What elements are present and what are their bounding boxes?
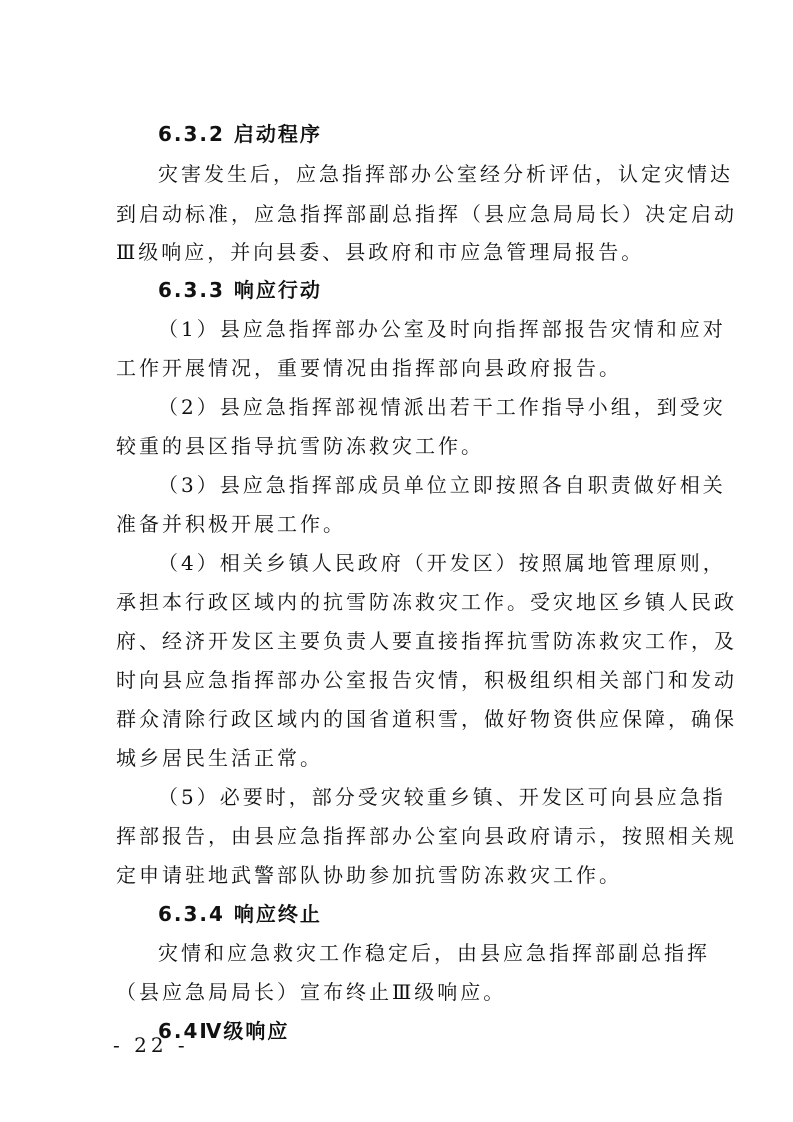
paragraph-line: 时向县应急指挥部办公室报告灾情，积极组织相关部门和发动 bbox=[116, 668, 737, 692]
paragraph-line: （4）相关乡镇人民政府（开发区）按照属地管理原则， bbox=[158, 551, 726, 575]
paragraph-line: 城乡居民生活正常。 bbox=[116, 746, 323, 770]
paragraph-line: 定申请驻地武警部队协助参加抗雪防冻救灾工作。 bbox=[116, 863, 622, 887]
page-number: - 22 - bbox=[113, 1033, 189, 1057]
paragraph-line: （1）县应急指挥部办公室及时向指挥部报告灾情和应对 bbox=[158, 317, 726, 341]
paragraph-line: 府、经济开发区主要负责人要直接指挥抗雪防冻救灾工作，及 bbox=[116, 629, 737, 653]
paragraph-line: （县应急局局长）宣布终止Ⅲ级响应。 bbox=[116, 980, 507, 1004]
paragraph-line: Ⅲ级响应，并向县委、县政府和市应急管理局报告。 bbox=[116, 240, 645, 264]
paragraph-line: 较重的县区指导抗雪防冻救灾工作。 bbox=[116, 434, 484, 458]
paragraph-line: （2）县应急指挥部视情派出若干工作指导小组，到受灾 bbox=[158, 395, 726, 419]
heading-6-4: 6.4Ⅳ级响应 bbox=[158, 1019, 290, 1043]
paragraph-line: 准备并积极开展工作。 bbox=[116, 512, 346, 536]
heading-6-3-2: 6.3.2 启动程序 bbox=[158, 122, 322, 146]
paragraph-line: 挥部报告，由县应急指挥部办公室向县政府请示，按照相关规 bbox=[116, 824, 737, 848]
paragraph-line: （3）县应急指挥部成员单位立即按照各自职责做好相关 bbox=[158, 473, 726, 497]
heading-6-3-3: 6.3.3 响应行动 bbox=[158, 278, 322, 302]
paragraph-line: 群众清除行政区域内的国省道积雪，做好物资供应保障，确保 bbox=[116, 707, 737, 731]
paragraph-line: 到启动标准，应急指挥部副总指挥（县应急局局长）决定启动 bbox=[116, 202, 737, 226]
heading-6-3-4: 6.3.4 响应终止 bbox=[158, 902, 322, 926]
paragraph-line: 工作开展情况，重要情况由指挥部向县政府报告。 bbox=[116, 356, 622, 380]
paragraph-line: 灾情和应急救灾工作稳定后，由县应急指挥部副总指挥 bbox=[158, 941, 710, 965]
paragraph-line: 承担本行政区域内的抗雪防冻救灾工作。受灾地区乡镇人民政 bbox=[116, 590, 737, 614]
paragraph-line: 灾害发生后，应急指挥部办公室经分析评估，认定灾情达 bbox=[158, 162, 733, 186]
paragraph-line: （5）必要时，部分受灾较重乡镇、开发区可向县应急指 bbox=[158, 785, 726, 809]
